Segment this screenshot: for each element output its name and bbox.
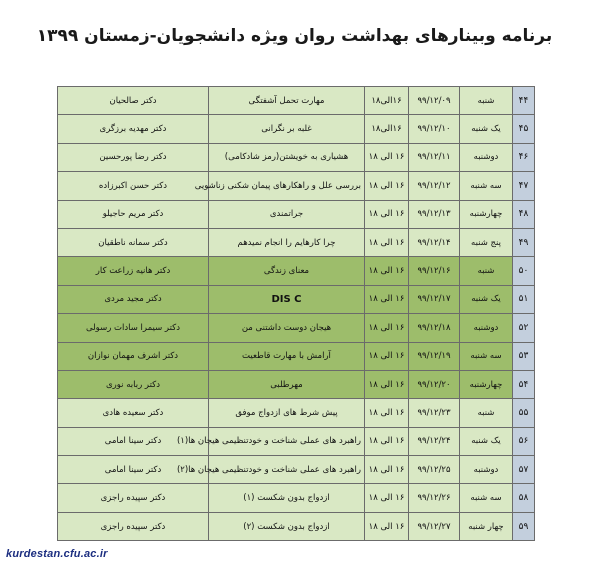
session-time: ۱۶ الی ۱۸ (365, 512, 409, 540)
session-topic: معنای زندگی (209, 257, 365, 285)
session-topic: مهارت تحمل آشفتگی (209, 87, 365, 115)
session-date: ۹۹/۱۲/۱۶ (409, 257, 460, 285)
session-day: چهارشنبه (460, 200, 513, 228)
session-time: ۱۶الی۱۸ (365, 115, 409, 143)
session-day: شنبه (460, 87, 513, 115)
session-topic: راهبرد های عملی شناخت و خودتنظیمی هیجان ها(۲) (209, 456, 365, 484)
session-day: دوشنبه (460, 143, 513, 171)
session-number: ۴۵ (513, 115, 535, 143)
session-number: ۵۳ (513, 342, 535, 370)
session-topic: بررسی علل و راهکارهای پیمان شکنی زناشویی (209, 172, 365, 200)
session-date: ۹۹/۱۲/۲۳ (409, 399, 460, 427)
session-speaker: دکتر اشرف مهمان نوازان (58, 342, 209, 370)
session-number: ۵۱ (513, 285, 535, 313)
session-topic: مهرطلبی (209, 370, 365, 398)
site-watermark: kurdestan.cfu.ac.ir (6, 548, 108, 560)
session-speaker: دکتر سپیده راجزی (58, 512, 209, 540)
table-row (58, 512, 535, 540)
session-topic: هیجان دوست داشتنی من (209, 314, 365, 342)
session-time: ۱۶ الی ۱۸ (365, 314, 409, 342)
session-time: ۱۶ الی ۱۸ (365, 456, 409, 484)
session-time: ۱۶ الی ۱۸ (365, 427, 409, 455)
session-number: ۵۷ (513, 456, 535, 484)
session-time: ۱۶الی۱۸ (365, 87, 409, 115)
session-number: ۵۹ (513, 512, 535, 540)
session-time: ۱۶ الی ۱۸ (365, 399, 409, 427)
table-row (58, 257, 535, 285)
session-speaker: دکتر سعیده هادی (58, 399, 209, 427)
session-speaker: دکتر حسن اکبرزاده (58, 172, 209, 200)
session-topic: راهبرد های عملی شناخت و خودتنظیمی هیجان ها(۱) (209, 427, 365, 455)
session-time: ۱۶ الی ۱۸ (365, 285, 409, 313)
session-time: ۱۶ الی ۱۸ (365, 370, 409, 398)
session-number: ۵۰ (513, 257, 535, 285)
session-topic: DIS C (209, 285, 365, 313)
session-day: سه شنبه (460, 172, 513, 200)
table-row (58, 314, 535, 342)
session-speaker: دکتر مریم حاجیلو (58, 200, 209, 228)
session-date: ۹۹/۱۲/۲۷ (409, 512, 460, 540)
session-date: ۹۹/۱۲/۲۶ (409, 484, 460, 512)
session-number: ۵۸ (513, 484, 535, 512)
schedule-body (58, 87, 535, 541)
session-date: ۹۹/۱۲/۱۹ (409, 342, 460, 370)
session-topic: ازدواج بدون شکست (۱) (209, 484, 365, 512)
session-topic: غلبه بر نگرانی (209, 115, 365, 143)
session-number: ۵۵ (513, 399, 535, 427)
table-row (58, 456, 535, 484)
session-time: ۱۶ الی ۱۸ (365, 228, 409, 256)
session-number: ۵۲ (513, 314, 535, 342)
session-number: ۴۶ (513, 143, 535, 171)
page-title: برنامه وبینارهای بهداشت روان ویژه دانشجویان-زمستان ۱۳۹۹ (36, 26, 553, 46)
session-topic: پیش شرط های ازدواج موفق (209, 399, 365, 427)
session-number: ۵۶ (513, 427, 535, 455)
webinar-schedule-table (57, 86, 535, 541)
session-day: سه شنبه (460, 484, 513, 512)
session-topic: ازدواج بدون شکست (۲) (209, 512, 365, 540)
session-speaker: دکتر سیمرا سادات رسولی (58, 314, 209, 342)
session-number: ۴۷ (513, 172, 535, 200)
session-day: شنبه (460, 257, 513, 285)
session-date: ۹۹/۱۲/۱۸ (409, 314, 460, 342)
session-time: ۱۶ الی ۱۸ (365, 200, 409, 228)
session-time: ۱۶ الی ۱۸ (365, 257, 409, 285)
session-speaker: دکتر رضا پورحسین (58, 143, 209, 171)
session-day: یک شنبه (460, 427, 513, 455)
table-row (58, 399, 535, 427)
table-row (58, 143, 535, 171)
table-row (58, 115, 535, 143)
session-speaker: دکتر سینا امامی (58, 427, 209, 455)
session-day: چهارشنبه (460, 370, 513, 398)
session-date: ۹۹/۱۲/۱۰ (409, 115, 460, 143)
table-row (58, 342, 535, 370)
table-row (58, 427, 535, 455)
session-date: ۹۹/۱۲/۲۵ (409, 456, 460, 484)
session-number: ۴۸ (513, 200, 535, 228)
session-number: ۴۴ (513, 87, 535, 115)
session-day: چهار شنبه (460, 512, 513, 540)
session-day: یک شنبه (460, 285, 513, 313)
table-row (58, 172, 535, 200)
table-row (58, 285, 535, 313)
session-time: ۱۶ الی ۱۸ (365, 484, 409, 512)
session-number: ۴۹ (513, 228, 535, 256)
session-topic: هشیاری به خویشتن(رمز شادکامی) (209, 143, 365, 171)
table-row (58, 484, 535, 512)
session-speaker: دکتر سمانه ناطقیان (58, 228, 209, 256)
session-day: دوشنبه (460, 314, 513, 342)
table-row (58, 370, 535, 398)
session-day: دوشنبه (460, 456, 513, 484)
session-date: ۹۹/۱۲/۱۱ (409, 143, 460, 171)
session-date: ۹۹/۱۲/۱۴ (409, 228, 460, 256)
session-speaker: دکتر ربابه نوری (58, 370, 209, 398)
session-day: سه شنبه (460, 342, 513, 370)
session-speaker: دکتر هانیه زراعت کار (58, 257, 209, 285)
session-speaker: دکتر صالحیان (58, 87, 209, 115)
table-row (58, 200, 535, 228)
table-row (58, 228, 535, 256)
session-number: ۵۴ (513, 370, 535, 398)
session-speaker: دکتر سپیده راجزی (58, 484, 209, 512)
session-day: شنبه (460, 399, 513, 427)
table-row (58, 87, 535, 115)
session-date: ۹۹/۱۲/۲۰ (409, 370, 460, 398)
session-speaker: دکتر مهدیه برزگری (58, 115, 209, 143)
session-time: ۱۶ الی ۱۸ (365, 172, 409, 200)
session-date: ۹۹/۱۲/۱۷ (409, 285, 460, 313)
session-day: یک شنبه (460, 115, 513, 143)
session-time: ۱۶ الی ۱۸ (365, 342, 409, 370)
session-topic: چرا کارهایم را انجام نمیدهم (209, 228, 365, 256)
session-time: ۱۶ الی ۱۸ (365, 143, 409, 171)
session-topic: جراتمندی (209, 200, 365, 228)
session-speaker: دکتر سینا امامی (58, 456, 209, 484)
session-date: ۹۹/۱۲/۱۲ (409, 172, 460, 200)
session-day: پنج شنبه (460, 228, 513, 256)
session-topic: آرامش با مهارت قاطعیت (209, 342, 365, 370)
session-speaker: دکتر مجید مردی (58, 285, 209, 313)
session-date: ۹۹/۱۲/۲۴ (409, 427, 460, 455)
session-date: ۹۹/۱۲/۱۳ (409, 200, 460, 228)
session-date: ۹۹/۱۲/۰۹ (409, 87, 460, 115)
